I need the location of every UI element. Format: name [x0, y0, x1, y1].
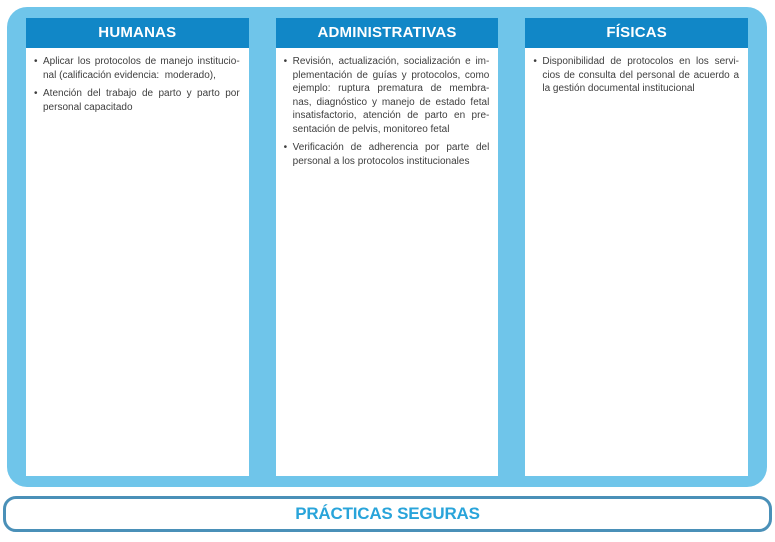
column-body-humanas — [26, 48, 249, 476]
column-body-fisicas — [525, 48, 748, 476]
bullet-text: Revisión, actualización, socialización e im- plementación de guías y protocolos, como ejemplo: ruptura prematura de membra- nas, diagnóstico y manejo de estado fetal insatisfactorio, atención de parto en pre- sentación de pelvis, monitoreo fetal — [292, 56, 490, 135]
banner-label: PRÁCTICAS SEGURAS — [295, 504, 480, 523]
column-body-administrativas — [276, 48, 499, 476]
bullet-text: Disponibilidad de protocolos en los servi- cios de consulta del personal de acuerdo a la gestión documental institucional — [542, 56, 740, 94]
column-fisicas — [525, 18, 748, 476]
bullet-text: Atención del trabajo de parto y parto por personal capacitado — [43, 88, 240, 113]
column-humanas — [26, 18, 249, 476]
bullet-item — [532, 55, 739, 96]
bullet-dot: • — [533, 56, 537, 67]
column-header-fisicas: FÍSICAS — [525, 18, 748, 48]
bullet-text: Aplicar los protocolos de manejo institucio- nal (calificación evidencia: moderado), — [43, 56, 240, 81]
bullet-dot: • — [283, 142, 288, 153]
bullet-item — [33, 55, 240, 82]
bullet-dot: • — [283, 56, 288, 67]
practicas-seguras-banner — [3, 496, 772, 532]
bullet-dot: • — [34, 88, 38, 99]
bullet-text: Verificación de adherencia por parte del personal a los protocolos institucionales — [292, 142, 490, 167]
bullet-item — [283, 55, 490, 136]
column-header-humanas: HUMANAS — [26, 18, 249, 48]
barriers-board — [7, 7, 767, 487]
bullet-item — [33, 87, 240, 114]
column-header-administrativas: ADMINISTRATIVAS — [276, 18, 499, 48]
bullet-item — [283, 141, 490, 168]
bullet-dot: • — [34, 56, 38, 67]
column-administrativas — [276, 18, 499, 476]
